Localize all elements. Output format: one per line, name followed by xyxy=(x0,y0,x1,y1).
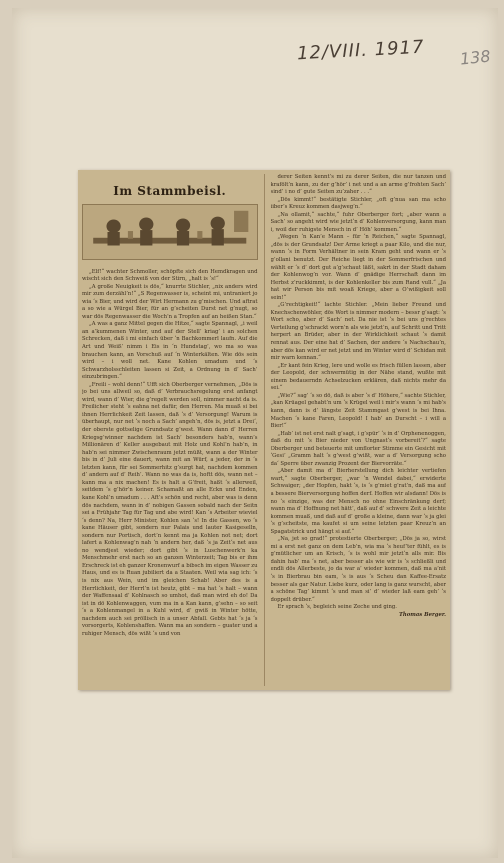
pencil-page-number: 138 xyxy=(459,46,492,69)
paragraph: Er sprach ‘s, begleich seine Zeche und ging. xyxy=(277,604,397,611)
paragraph: „Freili – wohl denn!“ Ufft sich Oberberger vernehmen, „Dös is jo bei uns allweil so, daß d’ Verbrauchsregelung erst anfangt wird, wann d’ Wier, die g’regelt werden soll, nimmer nacht da is. Freilicher steht ‘s eahna net dafür, den Herren. Ma muaß si bei ihnen Herrlichkeit Zeit lassen, daß ‘s d’ Versorgung! Warum is überhaupt, nur net ‘s noch a Sach’ angeh’n, dös is, jetzt a Drei‘, der oberste gottselige Grundsatz g’west. Wann dann d’ Herren Kriegsg’winner nachdem ist Sach’ besonders hab’n, wann’s Millionären d’ Keller ausgebaut mit Holz und Kohl’n hab’n, in hab’n sei nimmer Zwischenraum jetzt müßt, wann a der Winter bis in d’ Juli eine dauert, wann mit an Würf, a jeder, der in ‘s letzten kann, für sei Sommerhitz g’surgt hat, nachdem kommen d’ andern auf d’ Reih’. Wann no was da is, hoftt dös, wann net – kann ma a nix machen! Es is halt a G’freit, haßt ‘s allerweil, seitdem ‘s g’hör’n keiner. Schamaßt an alle Eckn und Enden, kane Kohl’n umadum . . . Aft’s schön und recht, aber was is denn dös nachdem, wann in d’ nobigen Gassen sobald nach der Seitn sei a Frühjahr Tag für Tag und abe wird! Kan ‘s Arbeiter wieviel ‘s denn? Na, Herr Minister, Kohlen san ‘s! In die Gassen, wo ‘s kane Häuser gibt, sondern nur Palais und lauter Kasigeselln, sondern nur Portisch, dort’n kennt ma ja Kohlen not net; dort lafert a Kohlenwag’n nah ‘n andern her, daß ‘s ja Zeit‘s net aus no wendjest wieder; dort gibt ‘s in Luschenwerk’n ka Menschmehr erst nach so an ganzen Winterzeit; Tag bis er ihm Erschreck ist eh ganzer Kronenwurf a bibsch im eigen Wasser zu Haus, und es is Ruan jubiliert da a Staaten. Weil wia sag ich: ‘s is nix aus Wein, und im gleichen Schab! Aber des is a Herrlichkeit, der Herrl’n ist heutz, gibt – ma hat ‘s halt – wann der Waffensaal d’ Kohlnasch so umhot, daß man wird eh do! Da ist in dö Kohlenwaggen, vum ma in a Kan kann, g’sehn – so seit ‘s a Kohlenmangel in a Kuhl wird, d’ gwiß in Winter hötte, nachdem auch sei pröllisch in a unser Abfall. Gebts hat ‘s ja ‘s vorsorgerts, Kohlenshaffen. Wann ma an sondern – guater und a ruhiger Mensch, dös wißt ‘s und von xyxy=(82,381,258,637)
paragraph: „G’rechtigkeit!“ lachte Stichler. „Mein lieber Freund und Knechschenwöhler, dös Wort is nimmer modern – bessr g’sagt: ‘s Wort scho, aber d’ Sach’ net. Da nie ist ‘s bei uns g’rechtes Verteilung g’schrackt worn’n als wie jetzt’n, auf Schritt und Tritt herpert an Brüder, aber in der Wirklichkeit schaut ‘s damit rennat aus. Der eine hat d’ Sachen, der andere ‘s Nachschau’n, aber dös kan wird er net jetzt und im Winter wird d’ Schidan mit mir warn kennan.“ xyxy=(270,302,446,362)
left-column xyxy=(82,174,258,686)
tavern-illustration-icon xyxy=(82,204,258,260)
right-column xyxy=(271,174,447,686)
paragraph: „Wie?“ sag’ ‘s so dö, daß is aber ‘s d’ Höhere,“ sachte Stichler, „kan Krüagel gehabt’n um ‘s Krügel weil i mir’s wann ‘s mi hab’s kann, dann is d’ längste Zeit Stammgast g’west is bei Ihna. Machen ‘s kane Faren, Leopold! I hab’ an Durscht – i will a Bier!“ xyxy=(270,392,446,430)
archive-sheet xyxy=(12,8,498,858)
paragraph: „Na, jet so grad!“ protestierte Oberberger; „Dös ja so, wirst mi a erst net ganz on dem Leb’n, wia ma ‘s heuf’ter fühlt, es is g’mütlicher um an Krisch, ‘s is wohl mir jetzt‘n alls mir. Bis dahin hab’ ma ‘s net, aber besser als wie wir is ‘s schließli und endli dös Allerbeste, jo da war a’ wieder kommen, daß ma a’nit ‘s in Bierbrau bin eam, ‘s is aus ‘s Scheu dan Kaffee-Ersatz besser als gar Natur. Liebe kurz, oder lang is ganz wurscht, aber a schöne Tag’ kimmt ‘s und man si’ d’ wieder laß eam geh’ ‘s doppelt drüber.“ xyxy=(270,536,446,603)
paragraph: „A was a ganz Mittel gegen die Hitze,“ sagte Spannagl, „i weil an a’kummenen Winter, und auf der Stell’ kriag’ i an solchen Schrecken, daß i mi einfach über ‘n Bachkommerl laufn. Auf die Art und Weiß’ nimm i Eis in ‘n Hundstag’, wo ma so was brauchen kann, an Vorschuß auf ‘n Winterkälten. Wie dös sein wird – i woll net. Kane Kohlen umadum und ‘s Schwarzholsschleiten lassen si Zeit, a Ordnung in d’ Sach’ einzubringen.“ xyxy=(82,321,258,381)
column-divider xyxy=(264,174,265,686)
paragraph: „Na ollamit,“ sachte,“ fuhr Oberberger fort; „aber wann a Sach’ so angeht wird wie jetzt‘n d’ Kohlenversorgung, kann man i, woil der ruhigste Mensch in d’ Höh’ kommen.“ xyxy=(270,211,446,233)
newspaper-clipping xyxy=(78,170,450,690)
paragraph: „A große Neuigkeit is dös,“ knurrte Stichler, „nix anders wird mir zum derzähl’n!“ „S Regenwasser is, scheint mi, untraniert jo wia ‘s Bier, und wird der Wirt Hermann zu g’mischen. Und aftrat a so wie a Würgel Bier, für an g’scheiten Durst net g’nugt, so war dös Regenwasser die Woch’n a Tropfen auf an heißen Stan.“ xyxy=(82,283,258,320)
author-signature: Thomas Berger. xyxy=(398,611,446,618)
paragraph: „Hab’ ist net erst nalt g’sagt, i g’spür’ ‘s in d’ Orphenenoggen, daß du mit ‘s Bier nieder von Ungnast‘s vorbereit‘?“ sagte Oberberger und beteuerte mit umflorter Stimme ein Gesicht mit ‘Gesi’ „Gramm halt ‘s g’west g’wißt, war a d’ Versorgung scho da‘ Sperre über zwanzig Prozent der Biervorräte.“ xyxy=(270,430,446,467)
paragraph: „Aber damit ma d’ Bierherstellung dich leichter vertiefen wart,“ sagte Oberberger, „war ‘n Wendel dabei,“ erwiderte Schwaiger; „der Hopfen, hakt ‘s, is ‘s g’miet g’rat’n, daß ma auf a bessere Bierversorgung hoffen derf. Hoffen wir alsdann! Dös is no ‘s einzige, was der Mensch no ohne Einschränkung derf; wann ma d’ Hoffnung net hätt’, daß auf d’ schwere Zeit a leichte kommen muaß, und daß auf d’ große a kleine, dann war ‘s ja glei ‘s g’scheitste, ma kaufet si um seine letzten paar Kreuz’n an Spagatstrick und hängt si auf.“ xyxy=(270,468,446,535)
article-title: Im Stammbeisl. xyxy=(113,184,227,198)
paragraph: derer Seiten kennt’s mi zu derer Seiten, die nur tanzen und krafölt’n kann, zu der g’hör’ i net und a an arme g’frohten Sach’ sind’ i no d’ gute Seiten zu’zaher . . .“ xyxy=(270,174,446,196)
paragraph: „Elf!“ wachter Schmoller, schöpfte sich den Hemdkragen und wischt sich den Schweiß von der Stirn, „halt is ‘s!“ xyxy=(82,268,258,283)
paragraph: „Wegen ‘n Kan’e Mann – für ‘n Reichen,“ sagte Spannagl, „dös is der Grundsatz! Der Arme kriegt a paar Kilo, und die nur, wann ‘s in Form Verhältner in sein Kram geht und wann er ‘s g’ollani benutzt. Der Reiche liegt in der Sommerfrischen und wählt er ‘s d’ dort gut a’g’schaut läßt, sakrt in der Stadt daham der Kohlenwog’n vor. Wann d’ gnädige Herrschaft dann im Herbst z’ruckkimmt, is der Kohlenkeller bis zum Rand vull.“ „Ja hat wir Person bis mit woaß Kriege, aber a O’wißigkeit soll sein!“ xyxy=(270,234,446,301)
handwritten-date: 12/VIII. 1917 xyxy=(296,36,425,65)
paragraph: „Er kant fein Krieg, lere und wolle es frisch füllen lassen, aber der Leopold, der schwermütig in der Nähe stand, wußte mit einem bedauerndn Achselzucken erklären, daß nichts mehr da sei.“ xyxy=(270,362,446,392)
paragraph: „Dös kimmt!“ bestätigte Stichler, „oft g’nua san ma scho iiber’s Kreuz kommen dasjweg’n.“ xyxy=(270,196,446,211)
